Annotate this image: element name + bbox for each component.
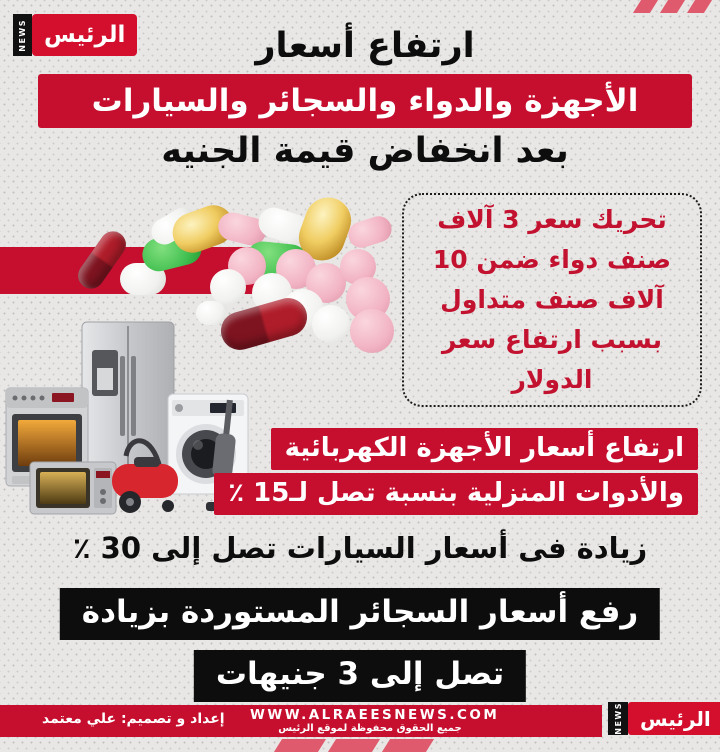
brand-label: الرئيس [32,14,137,56]
appliances-bar-line1: ارتفاع أسعار الأجهزة الكهربائية [271,428,698,470]
footer-brand-label: الرئيس [628,702,720,735]
footer-site-block [250,707,500,734]
footer-logo [608,702,720,735]
appliances-bar-line2: والأدوات المنزلية بنسبة تصل لـ15 ٪ [214,473,698,515]
news-label-box [13,14,32,56]
bottom-stripes-icon [278,739,430,752]
news-label: NEWS [18,18,27,52]
main-red-banner [38,74,692,128]
footer-credit: إعداد و تصميم: علي معتمد [42,711,225,727]
medicine-info-box [402,193,702,407]
footer-news-label: NEWS [613,702,623,735]
footer-bar [0,705,602,737]
cigarettes-bar-line2: تصل إلى 3 جنيهات [194,650,526,702]
round-pill-icon [312,305,350,343]
corner-stripes-icon [637,0,708,13]
title-top: ارتفاع أسعار [255,26,475,66]
footer-website: WWW.ALRAEESNEWS.COM [250,707,500,723]
cars-text: زيادة فى أسعار السيارات تصل إلى 30 ٪ [72,531,648,565]
round-pill-icon [350,309,394,353]
medicine-text: تحريك سعر 3 آلاف صنف دواء ضمن 10 آلاف صنف متداول بسبب ارتفاع سعر الدولار [432,205,672,394]
footer-rights: جميع الحقوق محفوظة لموقع الرئيس [278,723,462,734]
round-pill-icon [210,269,246,305]
main-banner-text: الأجهزة والدواء والسجائر والسيارات [91,83,639,119]
footer-news-label-box [608,702,628,735]
cigarettes-bar-line1: رفع أسعار السجائر المستوردة بزيادة [60,588,660,640]
subtitle: بعد انخفاض قيمة الجنيه [161,131,569,171]
oval-pill-icon [345,213,395,251]
